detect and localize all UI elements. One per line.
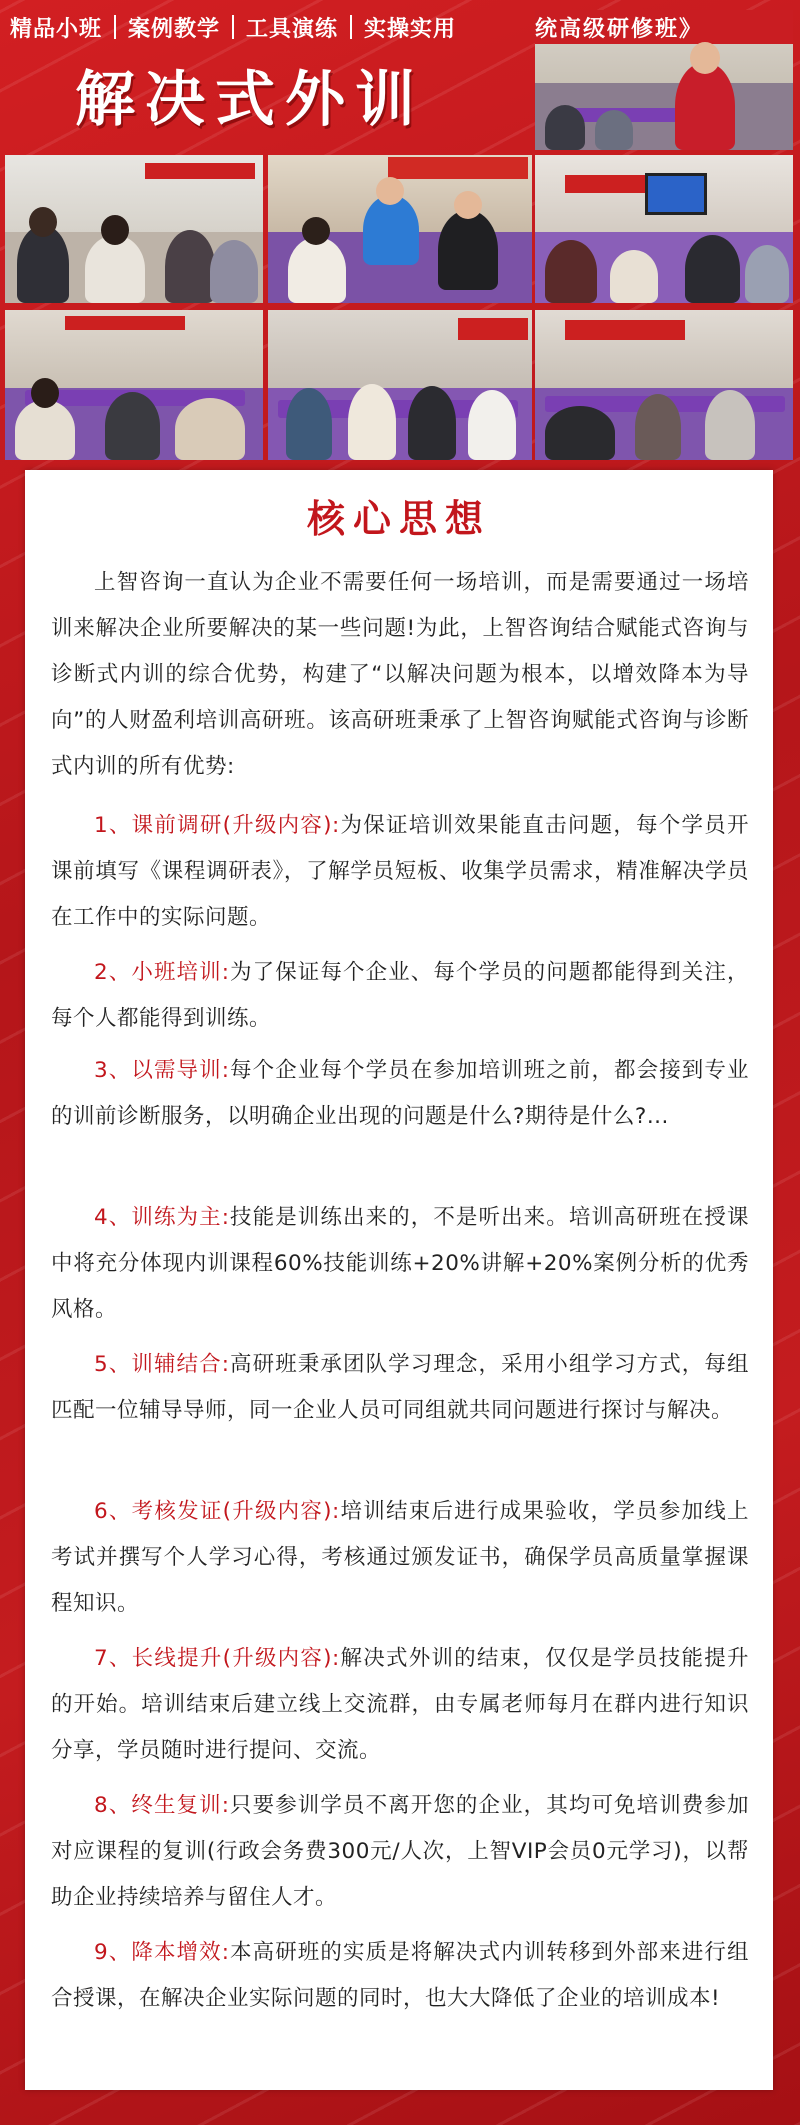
tag-divider [232, 15, 234, 39]
photo-banner-text: 统高级研修班》 [535, 17, 704, 42]
photo-classroom-1 [5, 155, 263, 303]
item-label: 7、长线提升(升级内容): [94, 1646, 340, 1671]
page-title: 解决式外训 [75, 65, 425, 135]
item-text: 为了保证每个企业、每个学员的问题都能得到关注，每个人都能得到训练。 [51, 960, 749, 1031]
list-item [51, 1783, 749, 1921]
card-title: 核心思想 [306, 497, 491, 541]
item-text: 只要参训学员不离开您的企业，其均可免培训费参加对应课程的复训(行政会务费300元/人次，上智VIP会员0元学习)，以帮助企业持续培养与留住人才。 [51, 1793, 749, 1910]
tag-divider [114, 15, 116, 39]
list-item [51, 950, 749, 1042]
item-label: 5、训辅结合: [94, 1352, 230, 1377]
item-label: 3、以需导训: [94, 1058, 230, 1083]
list-item [51, 1342, 749, 1434]
item-text: 解决式外训的结束，仅仅是学员技能提升的开始。培训结束后建立线上交流群，由专属老师每月在群内进行知识分享，学员随时进行提问、交流。 [51, 1646, 749, 1763]
intro-paragraph [51, 560, 749, 790]
item-text: 为保证培训效果能直击问题，每个学员开课前填写《课程调研表》，了解学员短板、收集学员需求，精准解决学员在工作中的实际问题。 [51, 813, 749, 930]
list-item [51, 1930, 749, 2022]
item-label: 6、考核发证(升级内容): [94, 1499, 340, 1524]
photo-classroom-5 [535, 310, 793, 460]
list-item [51, 1636, 749, 1774]
item-label: 1、课前调研(升级内容): [94, 813, 340, 838]
list-item [51, 1048, 749, 1140]
item-text: 每个企业每个学员在参加培训班之前，都会接到专业的训前诊断服务，以明确企业出现的问题是什么?期待是什么?... [51, 1058, 749, 1129]
photo-classroom-3 [5, 310, 263, 460]
tag-practical: 实操实用 [364, 16, 457, 42]
item-text: 培训结束后进行成果验收，学员参加线上考试并撰写个人学习心得，考核通过颁发证书，确保学员高质量掌握课程知识。 [51, 1499, 749, 1616]
core-idea-card [25, 470, 773, 2090]
photo-classroom-4 [268, 310, 532, 460]
item-text: 本高研班的实质是将解决式内训转移到外部来进行组合授课，在解决企业实际问题的同时，也大大降低了企业的培训成本! [51, 1940, 749, 2011]
photo-trainer [535, 10, 793, 150]
list-item [51, 1489, 749, 1627]
intro-text: 上智咨询一直认为企业不需要任何一场培训，而是需要通过一场培训来解决企业所要解决的某一些问题!为此，上智咨询结合赋能式咨询与诊断式内训的综合优势，构建了“以解决问题为根本，以增效降本为导向”的人财盈利培训高研班。该高研班秉承了上智咨询赋能式咨询与诊断式内训的所有优势: [51, 570, 749, 779]
item-label: 9、降本增效: [94, 1940, 230, 1965]
feature-tags [10, 8, 530, 46]
item-text: 高研班秉承团队学习理念，采用小组学习方式，每组匹配一位辅导导师，同一企业人员可同组就共同问题进行探讨与解决。 [51, 1352, 749, 1423]
tag-case-teaching: 案例教学 [128, 16, 221, 42]
item-label: 2、小班培训: [94, 960, 230, 985]
item-label: 8、终生复训: [94, 1793, 230, 1818]
photo-classroom-2 [535, 155, 793, 303]
photo-group-discussion-1 [268, 155, 532, 303]
tag-divider [350, 15, 352, 39]
item-label: 4、训练为主: [94, 1205, 230, 1230]
tag-small-class: 精品小班 [10, 16, 103, 42]
list-item [51, 803, 749, 941]
tag-tool-practice: 工具演练 [246, 16, 339, 42]
item-text: 技能是训练出来的，不是听出来。培训高研班在授课中将充分体现内训课程60%技能训练+20%讲解+20%案例分析的优秀风格。 [51, 1205, 749, 1322]
list-item [51, 1195, 749, 1333]
projector-screen [645, 173, 707, 215]
